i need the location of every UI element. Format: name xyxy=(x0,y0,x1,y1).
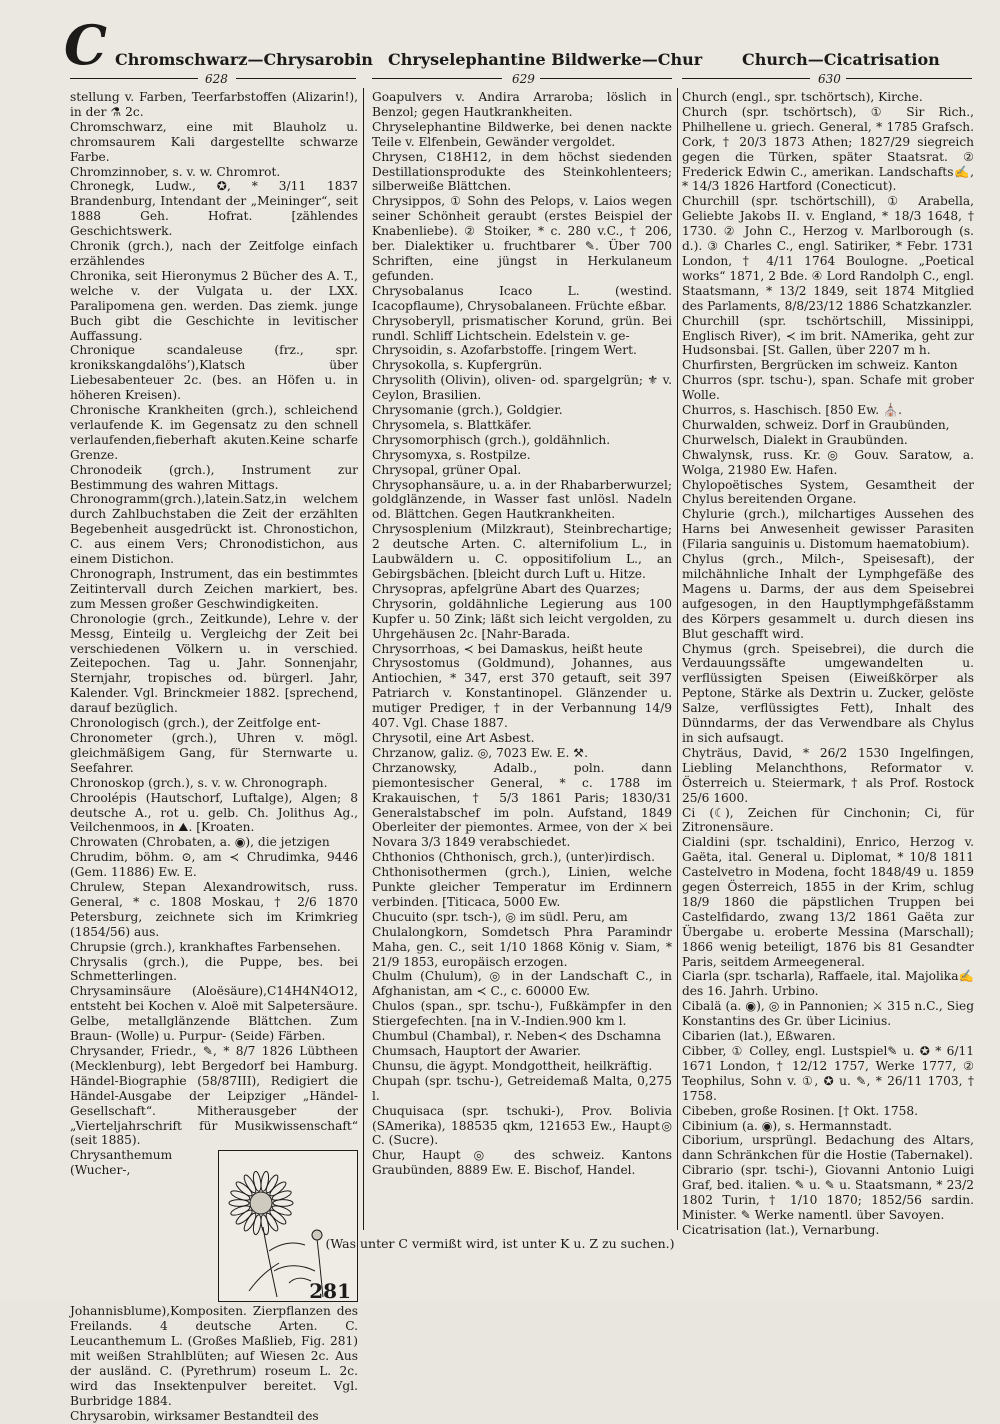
dictionary-entry: Chrysolith (Olivin), oliven- od. spargelgrün; ⚜ v. Ceylon, Brasilien. xyxy=(372,373,672,403)
dictionary-entry: Chrysomanie (grch.), Goldgier. xyxy=(372,403,563,418)
dictionary-entry: Churfirsten, Bergrücken im schweiz. Kanton xyxy=(682,358,958,373)
dictionary-entry: Chrysobalanus Icaco L. (westind. Icacopflaume), Chrysobalaneen. Früchte eßbar. xyxy=(372,283,672,313)
dictionary-entry: Chrysopras, apfelgrüne Abart des Quarzes; xyxy=(372,581,641,596)
dictionary-entry: Chronika, seit Hieronymus 2 Bücher des A. T., welche v. der Vulgata u. der LXX. Paralipomena gen. werden. Das ziemk. junge Buch gibt die Geschichte in levitischer Auffassung. xyxy=(70,268,358,343)
dictionary-entry: Cibinium (a. ◉), s. Hermannstadt. xyxy=(682,1118,893,1133)
dictionary-entry: Chyträus, David, * 26/2 1530 Ingelfingen, Liebling Melanchthons, Reformator v. Österreich u. Steiermark, † als Prof. Rostock 25/6 1600. xyxy=(682,745,974,805)
dictionary-entry: Ci (☾), Zeichen für Cinchonin; Ci, für Zitronensäure. xyxy=(682,805,974,835)
dictionary-entry: Chrysomyxa, s. Rostpilze. xyxy=(372,447,531,462)
dictionary-entry: Chronoskop (grch.), s. v. w. Chronograph. xyxy=(70,775,328,790)
column-1 xyxy=(70,90,358,1423)
dictionary-entry: Chrysopal, grüner Opal. xyxy=(372,462,522,477)
dictionary-entry: Chrysoidin, s. Azofarbstoffe. [ringem Wert. xyxy=(372,343,637,358)
dictionary-entry: Chrysoberyll, prismatischer Korund, grün. Bei rundl. Schliff Lichtschein. Edelstein v. ge- xyxy=(372,313,672,343)
dictionary-entry: Chronometer (grch.), Uhren v. mögl. gleichmäßigem Gang, für Sternwarte u. Seefahrer. xyxy=(70,730,358,775)
dictionary-entry: Chrzanow, galiz. ◎, 7023 Ew. E. ⚒. xyxy=(372,745,588,760)
dictionary-entry: Chromschwarz, eine mit Blauholz u. chromsaurem Kali dargestellte schwarze Farbe. xyxy=(70,119,358,164)
column-divider xyxy=(363,88,364,1230)
page-number: 629 xyxy=(512,72,535,86)
dictionary-entry: Chrysalis (grch.), die Puppe, bes. bei Schmetterlingen. xyxy=(70,954,358,984)
dictionary-entry: Chulalongkorn, Somdetsch Phra Paramindr Maha, gen. C., seit 1/10 1868 König v. Siam, * 21/9 1853, europäisch erzogen. xyxy=(372,924,672,969)
dictionary-entry: Chronogramm(grch.),latein.Satz,in welchem durch Zahlbuchstaben die Zeit der erzählten Begebenheit ausgedrückt ist. Chronostichon, C. aus einem Vers; Chronodistichon, aus einem Distichon. xyxy=(70,492,358,567)
dictionary-entry: Cibeben, große Rosinen. [† Okt. 1758. xyxy=(682,1103,919,1118)
dictionary-entry: Ciarla (spr. tscharla), Raffaele, ital. Majolika✍ des 16. Jahrh. Urbino. xyxy=(682,969,974,999)
dictionary-entry: Chrulew, Stepan Alexandrowitsch, russ. General, * c. 1808 Moskau, † 2/6 1870 Petersburg, zeichnete sich im Krimkrieg (1854/56) aus. xyxy=(70,880,358,939)
column2-title: Chryselephantine Bildwerke—Chur xyxy=(388,50,703,69)
dictionary-entry: Chylus (grch., Milch-, Speisesaft), der milchähnliche Inhalt der Lymphgefäße des Magens u. Darms, der aus dem Speisebrei aufgesogen, in den Hauptlymphgefäßstamm des Körpers gesammelt u. durch diesen ins Blut geschafft wird. xyxy=(682,552,974,641)
dictionary-entry: Chronologisch (grch.), der Zeitfolge ent- xyxy=(70,716,321,731)
page-number: 630 xyxy=(818,72,841,86)
dictionary-entry: Chromzinnober, s. v. w. Chromrot. xyxy=(70,164,281,179)
column1-title: Chromschwarz—Chrysarobin xyxy=(115,50,373,69)
dictionary-entry: Chuquisaca (spr. tschuki-), Prov. Bolivia (SAmerika), 188535 qkm, 121653 Ew., Haupt◎ C. (Sucre). xyxy=(372,1103,672,1148)
dictionary-entry: Chrowaten (Chrobaten, a. ◉), die jetzigen xyxy=(70,835,330,850)
figure-number: 281 xyxy=(309,1279,351,1304)
dictionary-entry: Chulm (Chulum), ◎ in der Landschaft C., in Afghanistan, am ≺ C., c. 60000 Ew. xyxy=(372,969,672,999)
dictionary-entry: Chupah (spr. tschu-), Getreidemaß Malta, 0,275 l. xyxy=(372,1073,672,1103)
dictionary-entry: Chronograph, Instrument, das ein bestimmtes Zeitintervall durch Zeichen markiert, bes. zum Messen großer Geschwindigkeiten. xyxy=(70,567,358,611)
page-footer-note: (Was unter C vermißt wird, ist unter K u. Z zu suchen.) xyxy=(325,1236,675,1251)
column-2 xyxy=(372,90,672,1240)
dictionary-entry: Churwelsch, Dialekt in Graubünden. xyxy=(682,432,908,447)
dictionary-entry: Cibarien (lat.), Eßwaren. xyxy=(682,1029,836,1044)
dictionary-entry: Chronische Krankheiten (grch.), schleichend verlaufende K. im Gegensatz zu den schnell verlaufenden,fieberhaft akuten.Keine scharfe Grenze. xyxy=(70,403,358,462)
dictionary-entry: Church (spr. tschörtsch), ① Sir Rich., Philhellene u. griech. General, * 1785 Grafsch. Cork, † 20/3 1873 Athen; 1827/29 siegreich gegen die Türken, später Staatsrat. ② Frederick Edwin C., amerikan. Landschafts✍, * 14/3 1826 Hartford (Conecticut). xyxy=(682,104,974,194)
dictionary-entry: Chronodeik (grch.), Instrument zur Bestimmung des wahren Mittags. xyxy=(70,462,358,492)
dictionary-entry: Chrysarobin, wirksamer Bestandteil des xyxy=(70,1408,319,1423)
dictionary-entry: Chrysaminsäure (Aloësäure),C14H4N4O12, entsteht bei Kochen v. Aloë mit Salpetersäure. Gelbe, metallglänzende Blättchen. Zum Braun- (Wolle) u. Purpur- (Seide) Färben. xyxy=(70,984,358,1044)
dictionary-entry: Churchill (spr. tschörtschill), ① Arabella, Geliebte Jakobs II. v. England, * 18/3 1648, † 1730. ② John C., Herzog v. Marlborough (s. d.). ③ Charles C., engl. Satiriker, * Febr. 1731 London, † 4/11 1764 Boulogne. „Poetical works“ 1871, 2 Bde. ④ Lord Randolph C., engl. Staatsmann, * 13/2 1849, seit 1874 Mitglied des Parlaments, 8/8/23/12 1886 Schatzkanzler. xyxy=(682,194,974,313)
header-rule xyxy=(846,78,972,79)
dictionary-entry: Cibrario (spr. tschi-), Giovanni Antonio Luigi Graf, bed. italien. ✎ u. ✎ u. Staatsmann, * 23/2 1802 Turin, † 1/10 1870; 1852/56 sardin. Minister. ✎ Werke namentl. über Savoyen. xyxy=(682,1163,974,1222)
dictionary-entry: Chrysokolla, s. Kupfergrün. xyxy=(372,358,543,373)
dictionary-entry: Cibalä (a. ◉), ◎ in Pannonien; ⚔ 315 n.C., Sieg Konstantins des Gr. über Licinius. xyxy=(682,999,974,1029)
dictionary-entry: Chrupsie (grch.), krankhaftes Farbensehen. xyxy=(70,939,341,954)
dictionary-entry: Chrysen, C18H12, in dem höchst siedenden Destillationsprodukte des Steinkohlenteers; silberweiße Blättchen. xyxy=(372,149,672,194)
dictionary-entry: Chthonios (Chthonisch, grch.), (unter)irdisch. xyxy=(372,850,655,865)
dictionary-entry: Chrysorin, goldähnliche Legierung aus 100 Kupfer u. 50 Zink; läßt sich leicht vergolden, zu Uhrgehäusen 2c. [Nahr-Barada. xyxy=(372,596,672,641)
dictionary-entry: Chrysosplenium (Milzkraut), Steinbrechartige; 2 deutsche Arten. C. alternifolium L., in Laubwäldern u. C. oppositifolium L., an Gebirgsbächen. [bleicht durch Luft u. Hitze. xyxy=(372,522,672,581)
dictionary-entry: Chrysomorphisch (grch.), goldähnlich. xyxy=(372,432,611,447)
dictionary-entry: Churchill (spr. tschörtschill, Missinippi, Englisch River), ≺ im brit. NAmerika, geht zur Hudsonsbai. [St. Gallen, über 2207 m h. xyxy=(682,313,974,358)
dictionary-entry: Chthonisothermen (grch.), Linien, welche Punkte gleicher Temperatur im Erdinnern verbinden. [Titicaca, 5000 Ew. xyxy=(372,865,672,909)
dictionary-entry: Chrzanowsky, Adalb., poln. dann piemontesischer General, * c. 1788 im Krakauischen, † 5/3 1861 Paris; 1830/31 Generalstabschef im poln. Aufstand, 1849 Oberleiter der piemontes. Armee, von der ⚔ bei Novara 3/3 1849 verabschiedet. xyxy=(372,760,672,850)
dictionary-entry: Cibber, ① Colley, engl. Lustspiel✎ u. ✪ * 6/11 1671 London, † 12/12 1757, Werke 1777, ② Teophilus, Sohn v. ①, ✪ u. ✎, * 26/11 1703, † 1758. xyxy=(682,1044,974,1103)
dictionary-entry: Chylopoëtisches System, Gesamtheit der Chylus bereitenden Organe. xyxy=(682,477,974,507)
dictionary-entry: Chronik (grch.), nach der Zeitfolge einfach erzählendes xyxy=(70,239,358,268)
header-rule xyxy=(70,78,198,79)
dictionary-entry: Cialdini (spr. tschaldini), Enrico, Herzog v. Gaëta, ital. General u. Diplomat, * 10/8 1811 Castelvetro in Modena, focht 1848/49 u. 1859 gegen Österreich, 1855 in der Krim, schlug 18/9 1860 die päpstlichen Truppen bei Castelfidardo, zwang 13/2 1861 Gaëta zur Übergabe u. eroberte Messina (Marschall); 1866 wenig beteiligt, 1876 bis 81 Gesandter Paris, seitdem Armeegeneral. xyxy=(682,835,974,969)
dictionary-entry: Chrysomela, s. Blattkäfer. xyxy=(372,417,532,432)
dictionary-entry: Churros (spr. tschu-), span. Schafe mit grober Wolle. xyxy=(682,373,974,403)
column3-title: Church—Cicatrisation xyxy=(742,50,940,69)
dictionary-entry: Chrysophansäure, u. a. in der Rhabarberwurzel; goldglänzende, in Wasser fast unlösl. Nadeln od. Blättchen. Gegen Hautkrankheiten. xyxy=(372,477,672,522)
dictionary-entry: Chrudim, böhm. ⊙, am ≺ Chrudimka, 9446 (Gem. 11886) Ew. E. xyxy=(70,850,358,880)
dictionary-entry: Chroolépis (Hautschorf, Luftalge), Algen; 8 deutsche A., rot u. gelb. Ch. Jolithus Ag., Veilchenmoos, in ⛰. [Kroaten. xyxy=(70,790,358,835)
column-3 xyxy=(682,90,974,1240)
header-rule xyxy=(540,78,672,79)
page-number: 628 xyxy=(205,72,228,86)
dictionary-entry: Chronegk, Ludw., ✪, * 3/11 1837 Brandenburg, Intendant der „Meininger“, seit 1888 Geh. Hofrat. [zählendes Geschichtswerk. xyxy=(70,179,358,239)
dictionary-entry: Churwalden, schweiz. Dorf in Graubünden, xyxy=(682,417,950,432)
dictionary-entry: Chrysostomus (Goldmund), Johannes, aus Antiochien, * 347, erst 370 getauft, seit 397 Patriarch v. Konstantinopel. Glänzender u. mutiger Prediger, † in der Verbannung 14/9 407. Vgl. Chase 1887. xyxy=(372,656,672,731)
dictionary-entry: Chucuito (spr. tsch-), ◎ im südl. Peru, am xyxy=(372,909,628,924)
dictionary-entry: Chronologie (grch., Zeitkunde), Lehre v. der Messg, Einteilg u. Vergleichg der Zeit bei verschiedenen Völkern u. in verschied. Zeitepochen. Tag u. Jahr. Sonnenjahr, Sternjahr, tropisches od. bürgerl. Jahr, Kalender. Vgl. Brinckmeier 1882. [sprechend, darauf bezüglich. xyxy=(70,611,358,716)
dictionary-entry: Churros, s. Haschisch. [850 Ew. ⛪. xyxy=(682,403,902,418)
dictionary-entry: Chrysanthemum (Wucher-, Johannisblume),Kompositen. Zierpflanzen des Freilands. 4 deutsche Arten. C. Leucanthemum L. (Großes Maßlieb, Fig. 281) mit weißen Strahlblüten; auf Wiesen 2c. Aus der ausländ. C. (Pyrethrum) roseum L. 2c. wird das Insektenpulver bereitet. Vgl. Burbridge 1884. xyxy=(70,1148,358,1408)
dictionary-entry: Chrysotil, eine Art Asbest. xyxy=(372,730,535,745)
dictionary-entry: Chrysippos, ① Sohn des Pelops, v. Laios wegen seiner Schönheit geraubt (erstes Beispiel der Knabenliebe). ② Stoiker, * c. 280 v.C., † 206, ber. Dialektiker u. fruchtbarer ✎. Über 700 Schriften, eine jüngst in Herkulaneum gefunden. xyxy=(372,194,672,283)
dictionary-entry: Chryselephantine Bildwerke, bei denen nackte Teile v. Elfenbein, Gewänder vergoldet. xyxy=(372,119,672,149)
figure-chrysanthemum-illustration xyxy=(218,1150,358,1302)
header-rule xyxy=(372,78,502,79)
drop-letter: C xyxy=(64,13,107,77)
dictionary-entry: Chumsach, Hauptort der Awarier. xyxy=(372,1044,581,1058)
dictionary-entry: Chymus (grch. Speisebrei), die durch die Verdauungssäfte umgewandelten u. verflüssigten Speisen (Eiweißkörper als Peptone, Stärke als Dextrin u. Zucker, gelöste Salze, verflüssigtes Fett), Inhalt des Dünndarms, der das Verwendbare als Chylus in sich aufsaugt. xyxy=(682,641,974,745)
dictionary-entry: Chur, Haupt◎ des schweiz. Kantons Graubünden, 8889 Ew. E. Bischof, Handel. xyxy=(372,1148,672,1178)
dictionary-entry: Chronique scandaleuse (frz., spr. kronikskangdalöhs’),Klatsch über Liebesabenteuer 2c. (bes. an Höfen u. in höheren Kreisen). xyxy=(70,343,358,403)
dictionary-entry: Cicatrisation (lat.), Vernarbung. xyxy=(682,1222,880,1237)
dictionary-entry: Goapulvers v. Andira Arraroba; löslich in Benzol; gegen Hautkrankheiten. xyxy=(372,90,672,119)
dictionary-entry: Chrysander, Friedr., ✎, * 8/7 1826 Lübtheen (Mecklenburg), lebt Bergedorf bei Hamburg. Händel-Biographie (58/87III), Redigiert die Händel-Ausgabe der Leipziger „Händel-Gesellschaft“. Mitherausgeber der „Vierteljahrschrift für Musikwissenschaft“ (seit 1885). xyxy=(70,1044,358,1148)
dictionary-entry: Chumbul (Chambal), r. Neben≺ des Dschamna xyxy=(372,1029,662,1044)
dictionary-entry: stellung v. Farben, Teerfarbstoffen (Alizarin!), in der ⚗ 2c. xyxy=(70,90,358,119)
dictionary-entry: Church (engl., spr. tschörtsch), Kirche. xyxy=(682,90,923,104)
dictionary-entry: Chunsu, die ägypt. Mondgottheit, heilkräftig. xyxy=(372,1058,653,1073)
dictionary-entry: Chulos (span., spr. tschu-), Fußkämpfer in den Stiergefechten. [na in V.-Indien.900 km l. xyxy=(372,999,672,1029)
column-divider xyxy=(677,88,678,1230)
header-rule xyxy=(682,78,810,79)
dictionary-entry: Chrysorrhoas, ≺ bei Damaskus, heißt heute xyxy=(372,641,643,656)
header-rule xyxy=(236,78,356,79)
dictionary-entry: Ciborium, ursprüngl. Bedachung des Altars, dann Schränkchen für die Hostie (Tabernakel). xyxy=(682,1133,974,1163)
dictionary-entry: Chwalynsk, russ. Kr.◎ Gouv. Saratow, a. Wolga, 21980 Ew. Hafen. xyxy=(682,447,974,477)
dictionary-entry: Chylurie (grch.), milchartiges Aussehen des Harns bei Anwesenheit gewisser Parasiten (Filaria sanguinis u. Distomum haematobium). xyxy=(682,507,974,552)
